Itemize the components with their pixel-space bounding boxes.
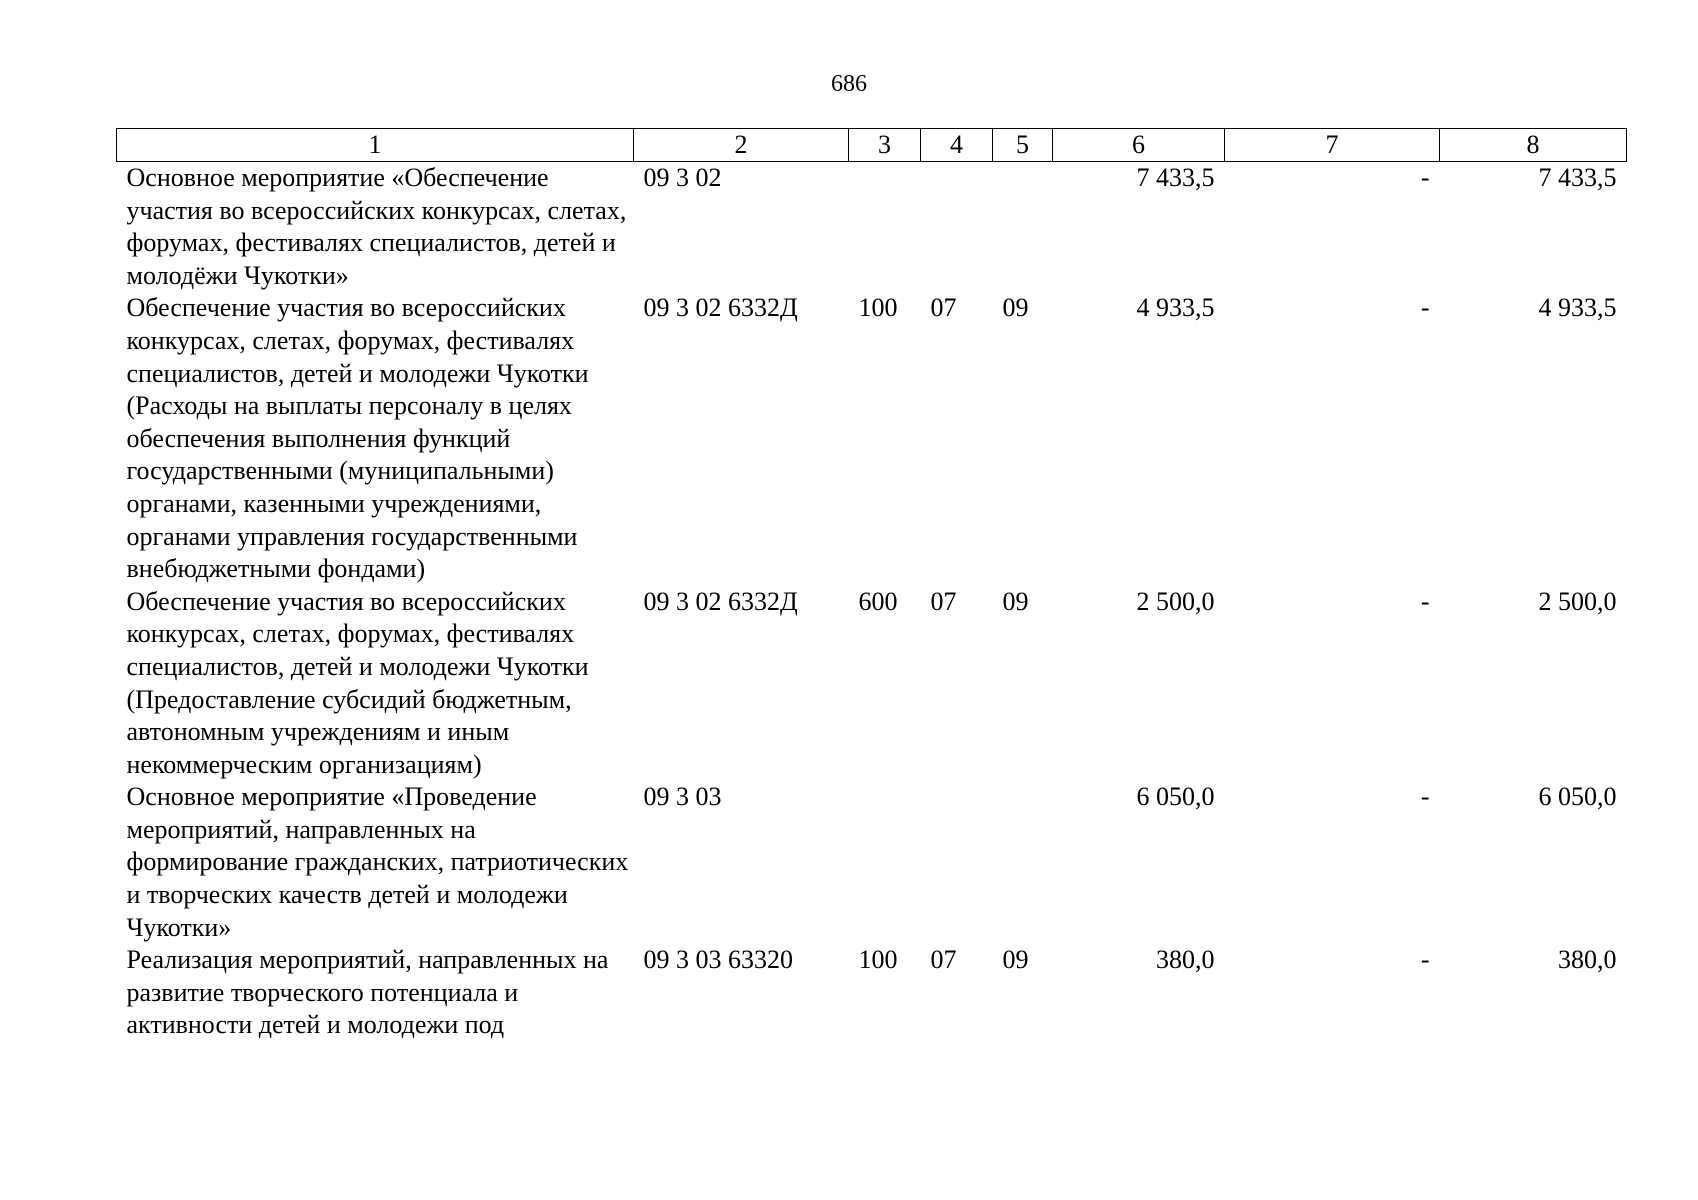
col-7-amount-cell: - [1420, 782, 1430, 812]
header-col-5: 5 [993, 129, 1053, 162]
col-8-amount-cell: 4 933,5 [1538, 293, 1617, 323]
item-name-cell: Основное мероприятие «Проведение мероприятий, направленных на формирование гражданских, патриотических и творческих качеств детей и молодежи Чукотки» [126, 782, 629, 942]
header-col-8: 8 [1440, 129, 1627, 162]
code-cell: 09 3 02 6332Д [643, 586, 798, 616]
col-3-cell: 600 [858, 586, 898, 616]
col-6-amount-cell: 380,0 [1156, 945, 1215, 975]
col-6-amount-cell: 4 933,5 [1136, 293, 1215, 323]
col-3-cell [849, 162, 921, 293]
col-3-cell: 100 [858, 945, 898, 975]
table-row [117, 292, 1627, 585]
col-3-cell: 100 [858, 293, 898, 323]
header-col-4: 4 [921, 129, 993, 162]
col-8-amount-cell: 6 050,0 [1538, 782, 1617, 812]
col-4-cell [921, 162, 993, 293]
col-4-cell [921, 781, 993, 944]
col-8-amount-cell: 380,0 [1558, 945, 1617, 975]
col-4-cell: 07 [930, 586, 957, 616]
table-row [117, 944, 1627, 1042]
header-col-2: 2 [634, 129, 849, 162]
item-name-cell: Основное мероприятие «Обеспечение участия во всероссийских конкурсах, слетах, форумах, фестивалях специалистов, детей и молодёжи Чукотки» [126, 163, 627, 290]
item-name-cell: Реализация мероприятий, направленных на развитие творческого потенциала и активности детей и молодежи под [126, 945, 609, 1040]
header-col-1: 1 [117, 129, 634, 162]
col-7-amount-cell: - [1420, 586, 1430, 616]
col-7-amount-cell: - [1420, 945, 1430, 975]
header-col-6: 6 [1053, 129, 1225, 162]
table-row [117, 162, 1627, 293]
col-3-cell [849, 781, 921, 944]
col-4-cell: 07 [930, 945, 957, 975]
code-cell: 09 3 03 [643, 782, 722, 812]
col-4-cell: 07 [930, 293, 957, 323]
col-7-amount-cell: - [1420, 163, 1430, 192]
col-6-amount-cell: 2 500,0 [1136, 586, 1215, 616]
table-header-row [117, 129, 1627, 162]
table-row [117, 781, 1627, 944]
code-cell: 09 3 02 [643, 163, 722, 192]
budget-table [116, 128, 1627, 1042]
item-name-cell: Обеспечение участия во всероссийских конкурсах, слетах, форумах, фестивалях специалистов, детей и молодежи Чукотки (Расходы на выплаты персоналу в целях обеспечения выполнения функций государственными (муниципальными) органами, казенными учреждениями, органами управления государственными внебюджетными фондами) [126, 293, 589, 584]
col-5-cell [993, 162, 1053, 293]
col-5-cell: 09 [1002, 293, 1029, 323]
col-6-amount-cell: 7 433,5 [1136, 163, 1215, 192]
table-row [117, 586, 1627, 782]
col-5-cell [993, 781, 1053, 944]
header-col-3: 3 [849, 129, 921, 162]
col-5-cell: 09 [1002, 586, 1029, 616]
code-cell: 09 3 03 63320 [643, 945, 793, 975]
col-8-amount-cell: 2 500,0 [1538, 586, 1617, 616]
item-name-cell: Обеспечение участия во всероссийских конкурсах, слетах, форумах, фестивалях специалистов, детей и молодежи Чукотки (Предоставление субсидий бюджетным, автономным учреждениям и иным некоммерческим организациям) [126, 586, 589, 779]
page-number: 686 [831, 71, 867, 97]
header-col-7: 7 [1225, 129, 1440, 162]
code-cell: 09 3 02 6332Д [643, 293, 798, 323]
col-6-amount-cell: 6 050,0 [1136, 782, 1215, 812]
col-5-cell: 09 [1002, 945, 1029, 975]
col-8-amount-cell: 7 433,5 [1538, 163, 1617, 192]
col-7-amount-cell: - [1420, 293, 1430, 323]
